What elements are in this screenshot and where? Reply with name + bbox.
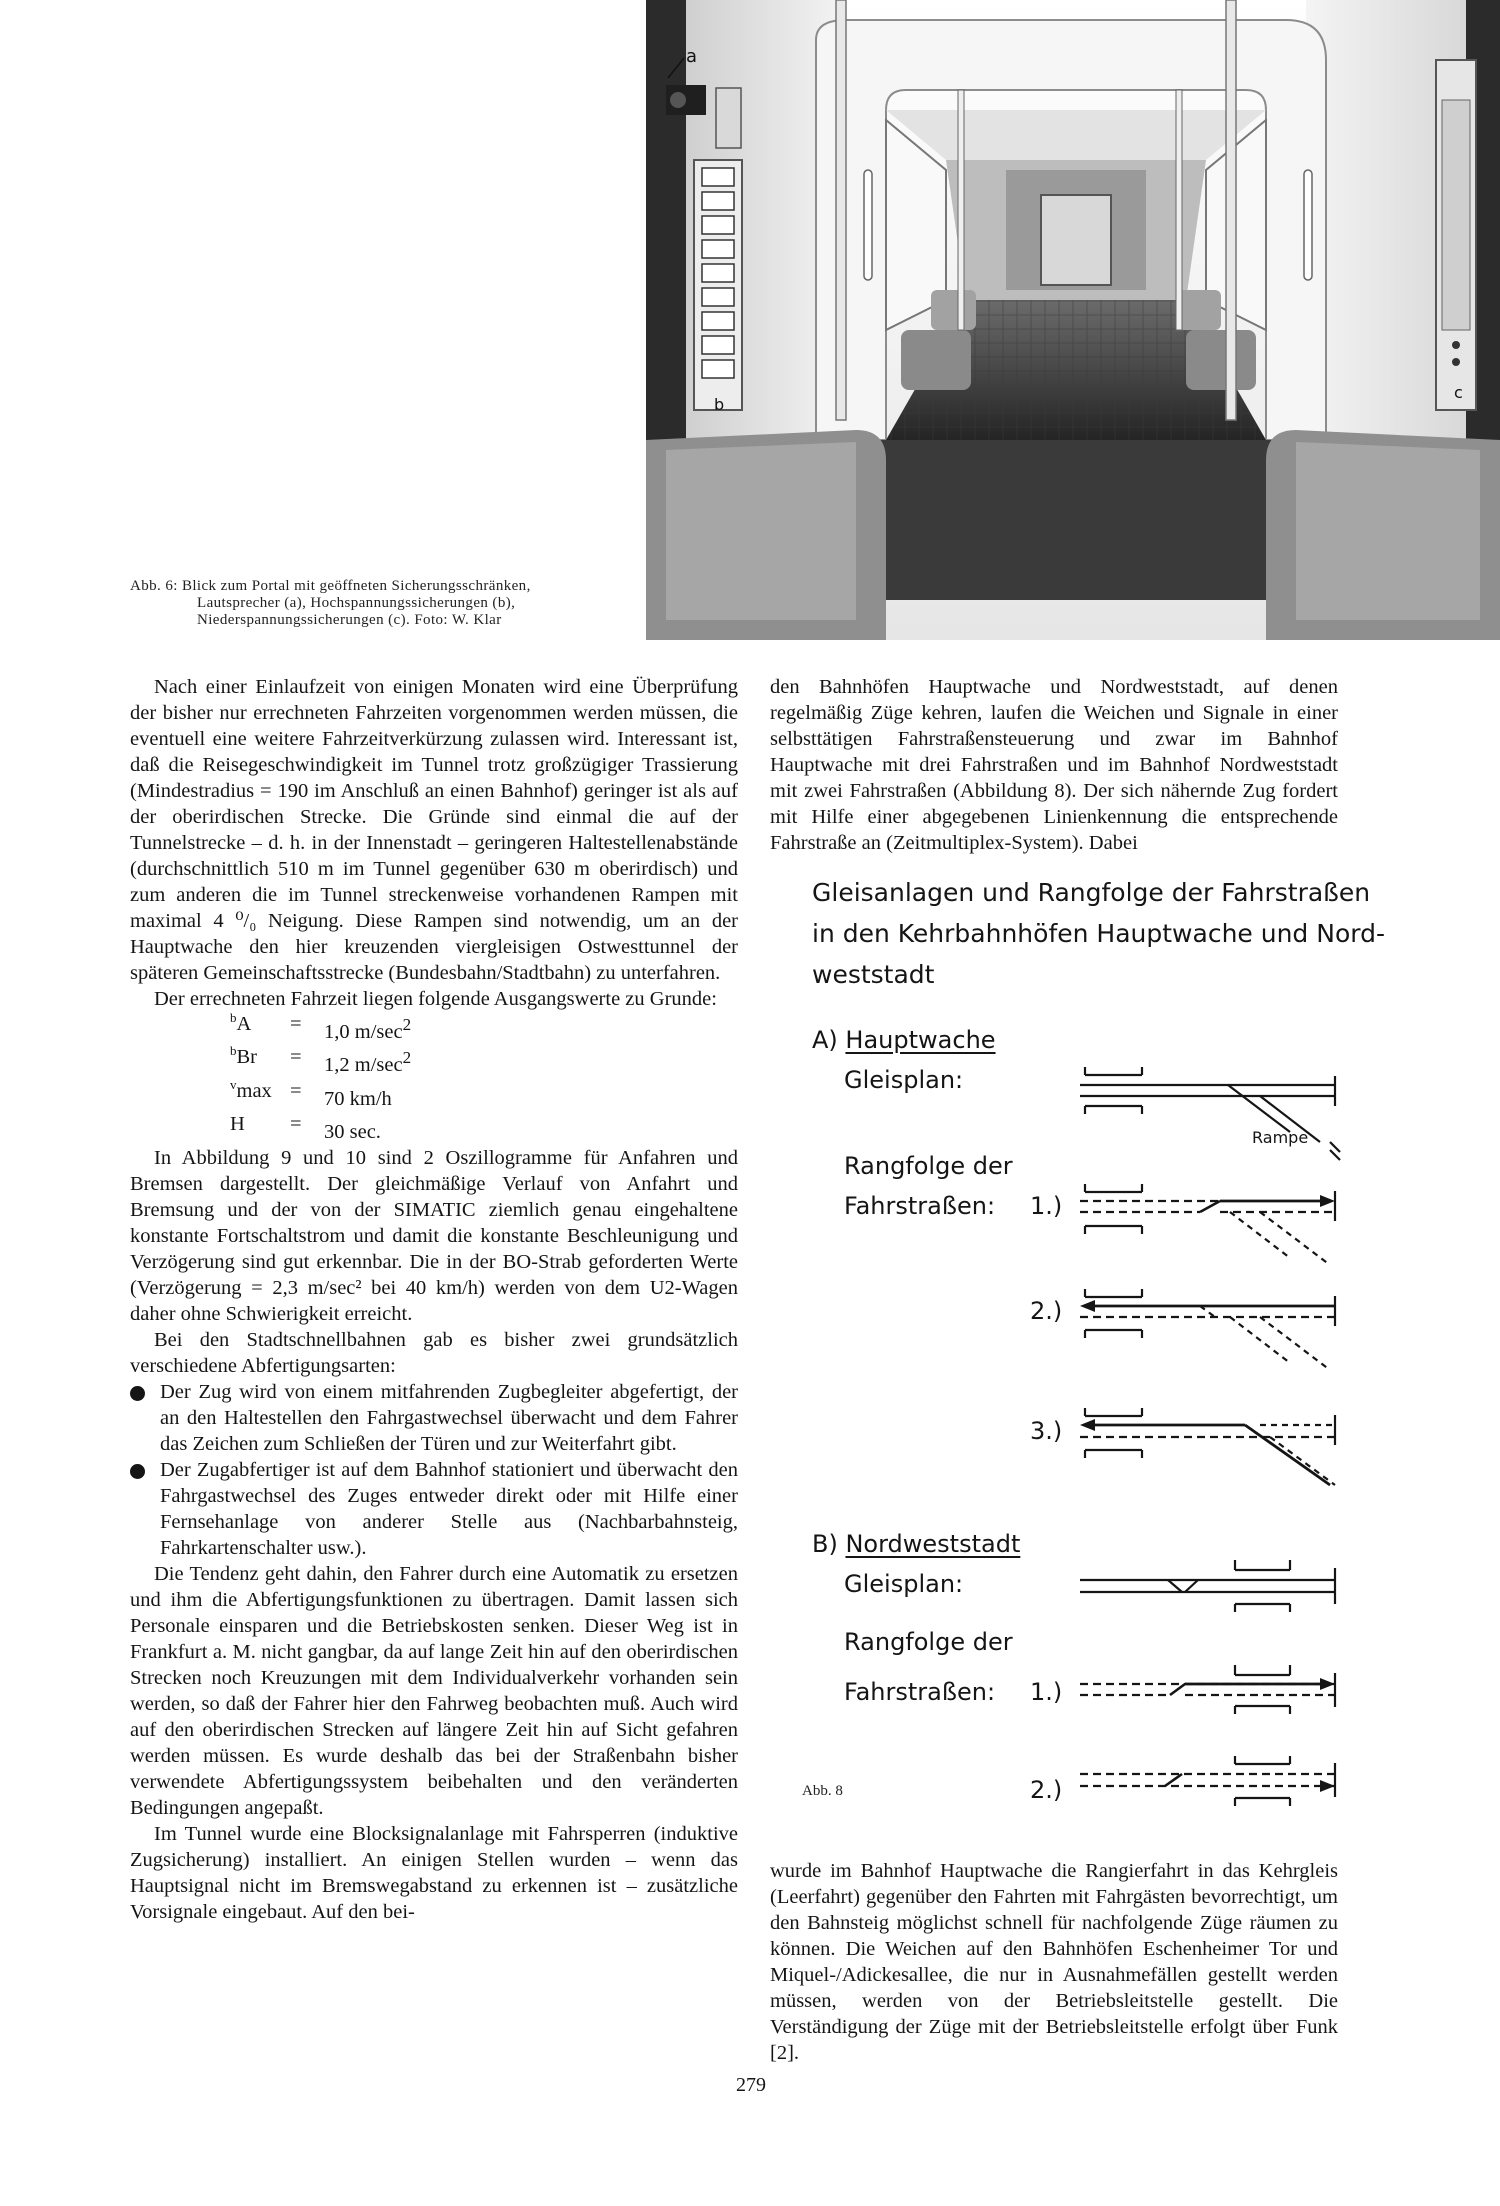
paragraph: Bei den Stadtschnellbahnen gab es bisher zwei grundsätzlich verschiedene Abfertigungsarten:: [130, 1329, 738, 1378]
bullet-item: [130, 1379, 738, 1457]
caption-line: Abb. 6: Blick zum Portal mit geöffneten Sicherungsschränken,: [130, 578, 531, 594]
route-1-b: [1080, 1665, 1335, 1714]
bullet-item: [130, 1457, 738, 1561]
route-1-a: [1080, 1184, 1335, 1265]
route-1-label-a: 1.): [1030, 1192, 1063, 1220]
section-a-heading: A) Hauptwache: [812, 1026, 996, 1054]
formula-symbol: $^b$A: [230, 1010, 252, 1035]
formula-symbol: H: [230, 1112, 245, 1135]
train-interior-photo: [646, 0, 1500, 640]
train-interior-illustration: [646, 0, 1500, 640]
route-2-b: [1080, 1756, 1335, 1806]
fahrstrassen-label-b: Fahrstraßen:: [844, 1678, 996, 1706]
formula-equals: =: [290, 1013, 302, 1035]
arrow-right-icon: [1320, 1678, 1335, 1690]
formula-equals: =: [290, 1079, 302, 1102]
formula-block: [130, 1012, 738, 1145]
right-text-column-top: [770, 674, 1338, 856]
formula-row: [230, 1076, 738, 1112]
route-1-label-b: 1.): [1030, 1678, 1063, 1706]
callout-b: b: [714, 395, 725, 414]
paragraph: Der errechneten Fahrzeit liegen folgende Ausgangswerte zu Grunde:: [154, 988, 717, 1010]
section-b-heading: B) Nordweststadt: [812, 1530, 1021, 1558]
fahrstrassen-label-a: Fahrstraßen:: [844, 1192, 996, 1220]
formula-row: [230, 1112, 738, 1145]
formula-value: 1,0 $m/\sec^2$: [324, 1015, 412, 1043]
section-a-name: Hauptwache: [845, 1026, 996, 1054]
figure-8-label: Abb. 8: [802, 1783, 843, 1799]
formula-value: 1,2 $m/\sec^2$: [324, 1048, 412, 1077]
callout-a: a: [686, 46, 698, 67]
formula-equals: =: [290, 1112, 302, 1135]
track-schematics: [790, 860, 1350, 1860]
paragraph: wurde im Bahnhof Hauptwache die Rangierfahrt in das Kehrgleis (Leerfahrt) gegenüber den Fahrten mit Fahrgästen bevorrechtigt, um den Bahnsteig möglichst schnell für nachfolgende Züge räumen zu können. Die Weichen auf den Bahnhöfen Eschenheimer Tor und Miquel-/Adickesallee, die nur in Ausnahmefällen gestellt werden müssen, werden von der Betriebsleitstelle gestellt. Die Verständigung der Züge mit der Betriebsleitstelle erfolgt über Funk [2].: [770, 1860, 1338, 2064]
caption-line: Niederspannungssicherungen (c). Foto: W. Klar: [197, 612, 502, 628]
section-b-name: Nordweststadt: [845, 1530, 1021, 1558]
formula-symbol: $^v$max: [230, 1076, 272, 1102]
diagram-title-line: Gleisanlagen und Rangfolge der Fahrstraßen: [812, 878, 1371, 907]
caption-line: Lautsprecher (a), Hochspannungssicherungen (b),: [197, 595, 516, 611]
arrow-right-icon: [1320, 1195, 1335, 1207]
paragraph: den Bahnhöfen Hauptwache und Nordweststadt, auf denen regelmäßig Züge kehren, laufen die Weichen und Signale in einer selbsttätigen Fahrstraßensteuerung und zwar im Bahnhof Hauptwache mit drei Fahrstraßen und im Bahnhof Nordweststadt mit zwei Fahrstraßen (Abbildung 8). Der sich nähernde Zug fordert mit Hilfe einer abgegebenen Linienkennung die entsprechende Fahrstraße an (Zeitmultiplex-System). Dabei: [770, 676, 1338, 854]
gleisplan-a: [1080, 1067, 1340, 1160]
formula-symbol: $^b$Br: [230, 1043, 257, 1069]
arrow-left-icon: [1080, 1300, 1095, 1312]
gleisplan-b: [1080, 1560, 1335, 1612]
paragraph: In Abbildung 9 und 10 sind 2 Oszillogramme für Anfahren und Bremsen dargestellt. Der gleichmäßige Verlauf von Anfahrt und Bremsung und der von der SIMATIC ziemlich genau eingehaltene konstante Fortschaltstrom und damit die konstante Beschleunigung und Verzögerung sind gut erkennbar. Die in der BO-Strab geforderten Werte (Verzögerung = 2,3 m/sec² bei 40 km/h) werden von dem U2-Wagen daher ohne Schwierigkeit erreicht.: [130, 1147, 738, 1326]
bullet-text: Der Zug wird von einem mitfahrenden Zugbegleiter abgefertigt, der an den Haltestellen den Fahrgastwechsel überwacht und dem Fahrer das Zeichen zum Schließen der Türen und zur Weiterfahrt gibt.: [160, 1381, 738, 1456]
formula-value: 70 km/h: [324, 1087, 392, 1110]
formula-row: [230, 1045, 738, 1078]
rangfolge-label-a: Rangfolge der: [844, 1152, 1013, 1180]
direction-arrows: [1080, 1195, 1335, 1792]
gleisplan-label-b: Gleisplan:: [844, 1570, 964, 1598]
left-text-column: [130, 674, 738, 1925]
figure-6-caption: [130, 578, 610, 629]
paragraph: Die Tendenz geht dahin, den Fahrer durch eine Automatik zu ersetzen und ihm die Abfertigungsfunktionen zu übertragen. Damit lassen sich Personale einsparen und die Betriebskosten senken. Dieser Weg ist in Frankfurt a. M. nicht gangbar, da auf lange Zeit hin auf den oberirdischen Strecken noch Kreuzungen mit dem Individualverkehr vorhanden sein werden, so daß der Fahrer hier den Fahrweg beobachten muß. Auch wird auf den oberirdischen Strecken auf längere Zeit hin auf Sicht gefahren werden müssen. Es wurde deshalb das bei der Straßenbahn bisher verwendete Abfertigungssystem beibehalten und den veränderten Bedingungen angepaßt.: [130, 1563, 738, 1820]
rangfolge-label-b: Rangfolge der: [844, 1628, 1013, 1656]
route-2-label-a: 2.): [1030, 1297, 1063, 1325]
route-2-label-b: 2.): [1030, 1776, 1063, 1804]
arrow-left-icon: [1080, 1419, 1095, 1431]
paragraph: Nach einer Einlaufzeit von einigen Monaten wird eine Überprüfung der bisher nur errechneten Fahrzeiten vorgenommen werden müssen, die eventuell eine weitere Fahrzeitverkürzung zulassen wird. Interessant ist, daß die Reisegeschwindigkeit im Tunnel trotz großzügiger Trassierung (Mindestradius = 190 im Anschluß an einen Bahnhof) geringer ist als auf der oberirdischen Strecke. Die Gründe sind einmal die auf der Tunnelstrecke – d. h. in der Innenstadt – geringeren Haltestellenabstände (durchschnittlich 510 m im Tunnel gegenüber 630 m oberirdisch) und zum anderen die im Tunnel streckenweise vorhandenen Rampen mit maximal 4 ⁰/₀ Neigung. Diese Rampen sind notwendig, um an der Hauptwache den hier kreuzenden viergleisigen Ostwesttunnel der späteren Gemeinschaftsstrecke (Bundesbahn/Stadtbahn) zu unterfahren.: [130, 676, 738, 984]
formula-value: 30 sec.: [324, 1120, 381, 1143]
bullet-text: Der Zugabfertiger ist auf dem Bahnhof stationiert und überwacht den Fahrgastwechsel des Zuges entweder direkt oder mit Hilfe einer Fernsehanlage von anderer Stelle aus (Nachbarbahnsteig, Fahrkartenschalter usw.).: [160, 1459, 738, 1560]
gleisplan-label-a: Gleisplan:: [844, 1066, 964, 1094]
diagram-title-line: weststadt: [812, 960, 935, 989]
route-3-label-a: 3.): [1030, 1417, 1063, 1445]
formula-row: [230, 1012, 738, 1045]
right-text-column-bottom: [770, 1858, 1338, 2066]
rampe-label: Rampe: [1252, 1128, 1309, 1147]
bullet-dot-icon: [130, 1457, 160, 1479]
arrow-right-icon: [1320, 1780, 1335, 1792]
page-number: 279: [736, 2074, 766, 2096]
route-3-a: [1080, 1408, 1335, 1485]
formula-equals: =: [290, 1046, 302, 1069]
route-2-a: [1080, 1289, 1335, 1370]
track-layout-diagram: [790, 860, 1385, 1860]
callout-c: c: [1454, 383, 1463, 402]
bullet-dot-icon: [130, 1379, 160, 1401]
diagram-title-line: in den Kehrbahnhöfen Hauptwache und Nord-: [812, 919, 1385, 948]
paragraph: Im Tunnel wurde eine Blocksignalanlage mit Fahrsperren (induktive Zugsicherung) installiert. An einigen Stellen wurden – wenn das Hauptsignal nicht im Bremswegabstand zu erkennen ist – zusätzliche Vorsignale eingebaut. Auf den bei-: [130, 1823, 738, 1924]
